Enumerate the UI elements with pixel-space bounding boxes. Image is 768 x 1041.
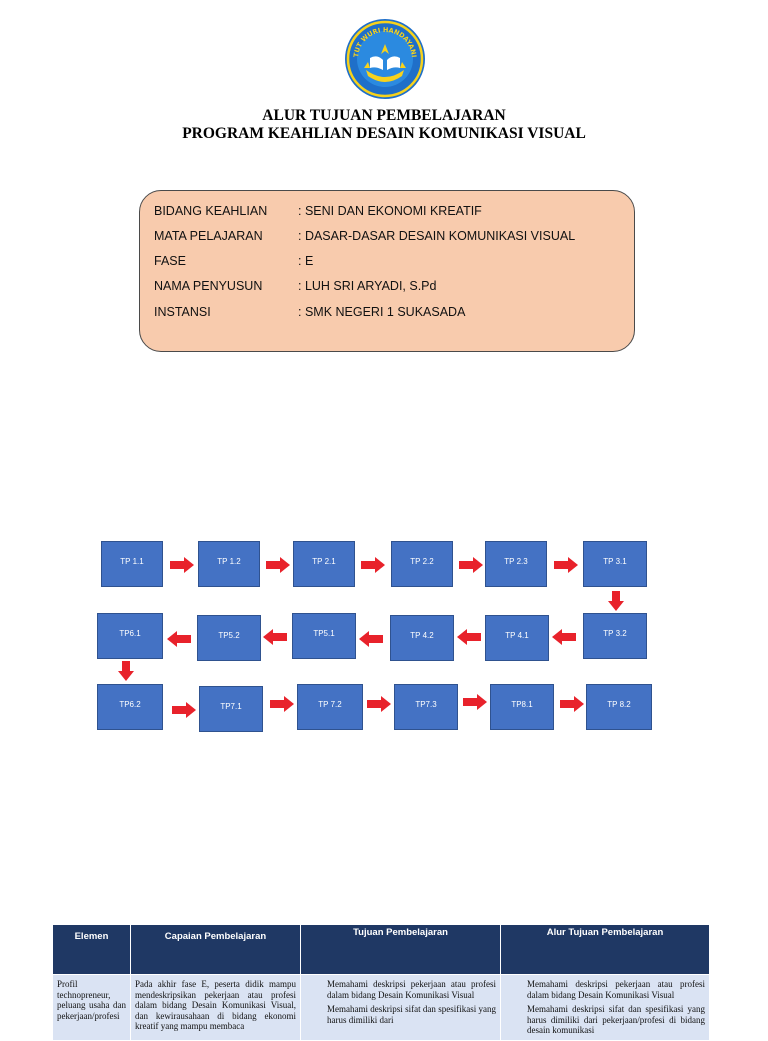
alur-text: Memahami deskripsi pekerjaan atau profesi dalam bidang Desain Komunikasi Visual [527, 979, 705, 1000]
elemen-text: Profil technopreneur, peluang usaha dan pekerjaan/profesi [57, 979, 126, 1021]
alur-text: Memahami deskripsi sifat dan spesifikasi yang harus dimiliki dari pekerjaan/profesi di bidang desain komunikasi [527, 1004, 705, 1035]
tp-box-8-2: TP 8.2 [586, 684, 652, 730]
cell-elemen [53, 975, 131, 1041]
arrow-down-icon [118, 661, 134, 681]
learning-objectives-table [52, 924, 710, 1041]
arrow-right-icon [270, 696, 294, 712]
tp-box-3-2: TP 3.2 [583, 613, 647, 659]
info-label: MATA PELAJARAN [154, 229, 263, 243]
tujuan-num [305, 1004, 327, 1015]
tujuan-text: Memahami deskripsi sifat dan spesifikasi yang harus dimiliki dari [327, 1004, 496, 1025]
tujuan-num [305, 979, 327, 990]
arrow-right-icon [266, 557, 290, 573]
table-row [53, 975, 710, 1041]
header-elemen: Elemen [53, 925, 131, 975]
arrow-left-icon [457, 629, 481, 645]
alur-item [505, 1004, 705, 1036]
tp-box-7-2: TP 7.2 [297, 684, 363, 730]
info-value: : SMK NEGERI 1 SUKASADA [298, 305, 466, 319]
info-value: : SENI DAN EKONOMI KREATIF [298, 204, 482, 218]
arrow-right-icon [172, 702, 196, 718]
info-label: NAMA PENYUSUN [154, 279, 263, 293]
alur-num [505, 979, 527, 990]
arrow-right-icon [560, 696, 584, 712]
tp-box-6-1: TP6.1 [97, 613, 163, 659]
info-label: FASE [154, 254, 186, 268]
tujuan-item [305, 1004, 496, 1025]
svg-text:TUT WURI HANDAYANI: TUT WURI HANDAYANI [352, 25, 418, 58]
cell-alur [501, 975, 710, 1041]
alur-num [505, 1004, 527, 1015]
table-header-row [53, 925, 710, 975]
info-label: BIDANG KEAHLIAN [154, 204, 268, 218]
tp-box-7-3: TP7.3 [394, 684, 458, 730]
tp-box-7-1: TP7.1 [199, 686, 263, 732]
page-title-line2: PROGRAM KEAHLIAN DESAIN KOMUNIKASI VISUAL [182, 125, 586, 142]
arrow-right-icon [463, 694, 487, 710]
tp-box-2-1: TP 2.1 [293, 541, 355, 587]
page-title-line1: ALUR TUJUAN PEMBELAJARAN [262, 107, 506, 124]
tp-box-1-1: TP 1.1 [101, 541, 163, 587]
tp-box-3-1: TP 3.1 [583, 541, 647, 587]
info-value: : DASAR-DASAR DESAIN KOMUNIKASI VISUAL [298, 229, 576, 243]
info-value: : LUH SRI ARYADI, S.Pd [298, 279, 437, 293]
tujuan-item [305, 979, 496, 1000]
info-panel [139, 190, 635, 352]
arrow-left-icon [167, 631, 191, 647]
info-label: INSTANSI [154, 305, 211, 319]
arrow-left-icon [359, 631, 383, 647]
header-tujuan: Tujuan Pembelajaran [301, 925, 501, 975]
arrow-right-icon [367, 696, 391, 712]
tp-box-2-3: TP 2.3 [485, 541, 547, 587]
arrow-left-icon [552, 629, 576, 645]
alur-item [505, 979, 705, 1000]
arrow-right-icon [554, 557, 578, 573]
tp-box-6-2: TP6.2 [97, 684, 163, 730]
tp-box-8-1: TP8.1 [490, 684, 554, 730]
tp-box-1-2: TP 1.2 [198, 541, 260, 587]
cell-tujuan [301, 975, 501, 1041]
tp-box-5-1: TP5.1 [292, 613, 356, 659]
tp-box-2-2: TP 2.2 [391, 541, 453, 587]
info-value: : E [298, 254, 314, 268]
capaian-text: Pada akhir fase E, peserta didik mampu mendeskripsikan pekerjaan atau profesi dalam bidang Desain Komunikasi Visual, dan kewirausahaan di bidang ekonomi kreatif yang mampu membaca [135, 979, 296, 1031]
tp-box-4-1: TP 4.1 [485, 615, 549, 661]
header-capaian: Capaian Pembelajaran [131, 925, 301, 975]
tp-box-5-2: TP5.2 [197, 615, 261, 661]
arrow-left-icon [263, 629, 287, 645]
tp-box-4-2: TP 4.2 [390, 615, 454, 661]
arrow-right-icon [361, 557, 385, 573]
cell-capaian [131, 975, 301, 1041]
arrow-down-icon [608, 591, 624, 611]
tujuan-text: Memahami deskripsi pekerjaan atau profesi dalam bidang Desain Komunikasi Visual [327, 979, 496, 1000]
arrow-right-icon [170, 557, 194, 573]
arrow-right-icon [459, 557, 483, 573]
header-alur: Alur Tujuan Pembelajaran [501, 925, 710, 975]
tut-wuri-handayani-logo [344, 18, 426, 100]
